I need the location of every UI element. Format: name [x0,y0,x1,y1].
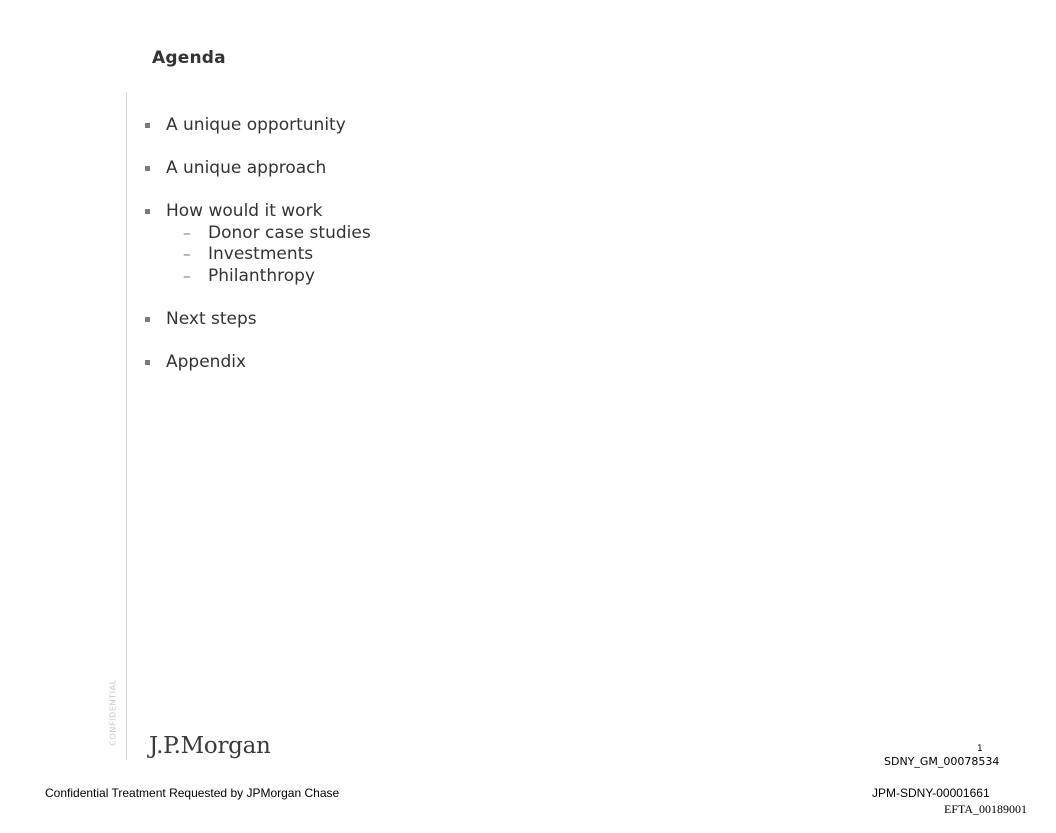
agenda-sub-item-label: Philanthropy [208,265,315,286]
confidential-side-label: CONFIDENTIAL [108,679,118,746]
agenda-item-label: How would it work [166,201,323,221]
square-bullet-icon [145,166,150,171]
jpmorgan-logo: J.P.Morgan [149,733,271,759]
dash-bullet-icon: – [183,245,191,264]
agenda-sub-item [183,222,371,244]
agenda-sub-item-label: Investments [208,244,314,265]
agenda-sub-item [183,265,371,287]
square-bullet-icon [145,209,150,214]
agenda-sub-item [183,244,371,266]
square-bullet-icon [145,360,150,365]
confidential-treatment-footer: Confidential Treatment Requested by JPMorgan Chase [45,786,340,800]
square-bullet-icon [145,317,150,322]
agenda-item [145,114,371,136]
dash-bullet-icon: – [183,266,191,285]
agenda-item [145,157,371,179]
efta-stamp: EFTA_00189001 [944,802,1028,816]
dash-bullet-icon: – [183,223,191,242]
agenda-list [145,114,371,394]
agenda-sub-item-label: Donor case studies [208,222,371,243]
agenda-item-label: A unique opportunity [166,115,346,135]
agenda-sub-list [145,222,371,287]
page-title: Agenda [152,48,226,68]
page-number: 1 [977,744,983,754]
square-bullet-icon [145,123,150,128]
agenda-item [145,308,371,330]
agenda-item-label: A unique approach [166,158,327,178]
agenda-item [145,351,371,373]
vertical-divider [126,92,127,760]
agenda-item-label: Appendix [166,351,247,372]
agenda-item-label: Next steps [166,308,257,329]
jpm-bates-stamp: JPM-SDNY-00001661 [872,786,990,800]
agenda-item [145,200,371,287]
sdny-bates-stamp: SDNY_GM_00078534 [884,755,1000,768]
